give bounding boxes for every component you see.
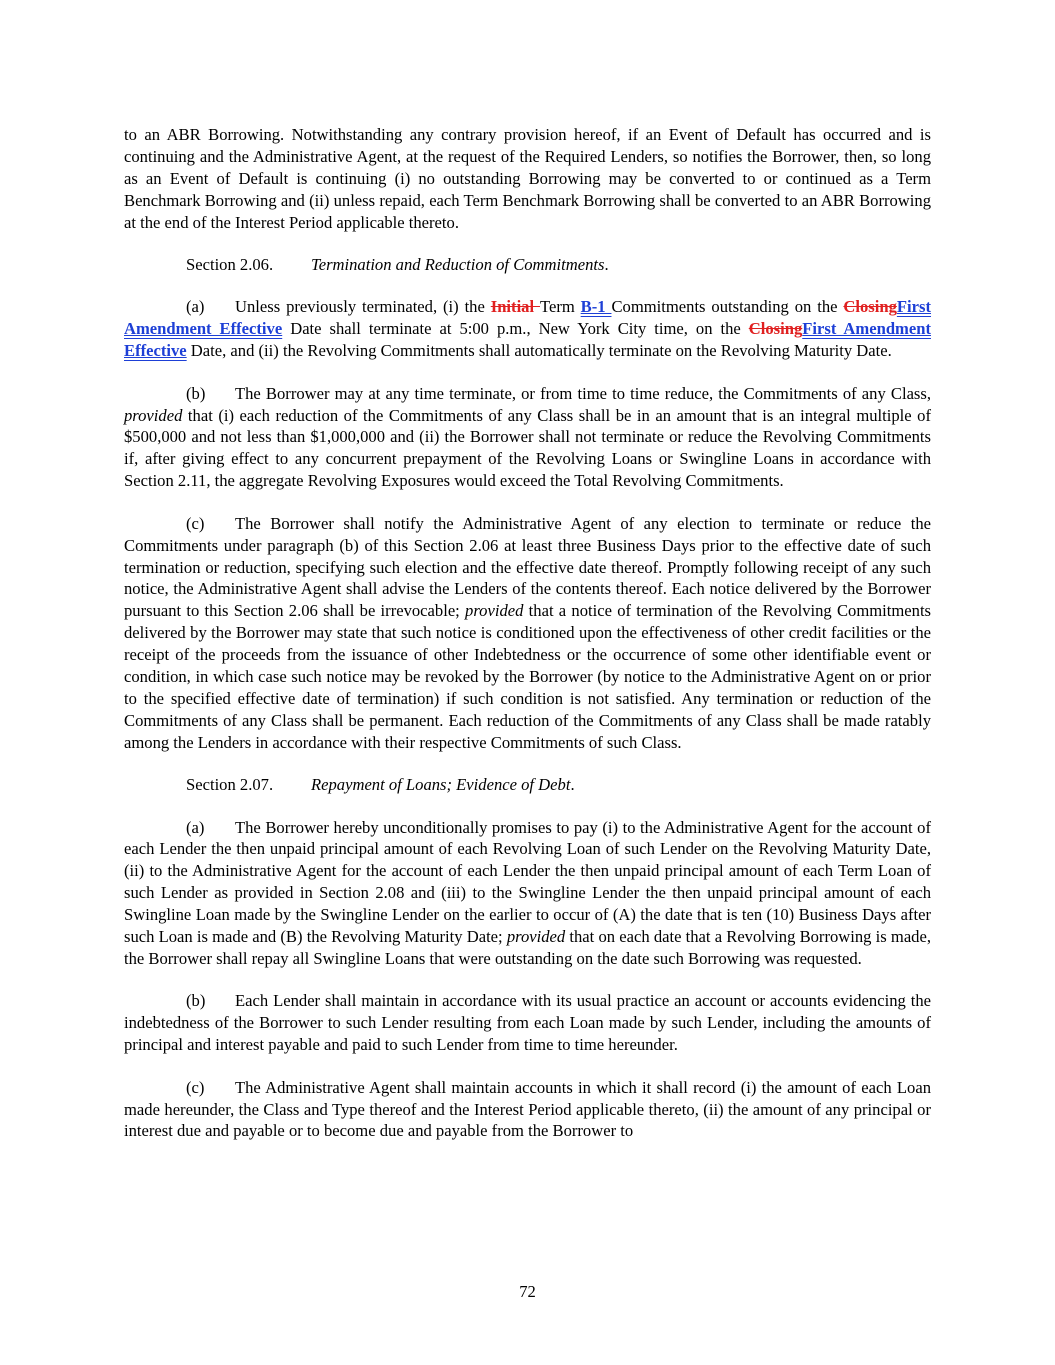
text-run: Commitments outstanding on the bbox=[611, 297, 844, 317]
text-run: The Borrower shall notify the Administrative Agent of any election to terminate or reduce the Commitments under paragraph (b) of this Section 2.06 at least three Business Days prior to the effective date of such termination or reduction, specifying such election and the effective date thereof. Promptly following receipt of any such notice, the Administrative Agent shall advise the Lenders of the contents thereof. Each notice delivered by the Borrower pursuant to this Section 2.06 shall be irrevocable; bbox=[124, 513, 931, 621]
italic-text: provided bbox=[465, 601, 524, 621]
section-title: Repayment of Loans; Evidence of Debt bbox=[311, 775, 571, 795]
section-heading-2-07 bbox=[124, 774, 931, 796]
text-run: Unless previously terminated, (i) the bbox=[235, 297, 491, 317]
paragraph-continued bbox=[124, 124, 931, 234]
section-title: Termination and Reduction of Commitments bbox=[311, 255, 605, 275]
paragraph-text: to an ABR Borrowing. Notwithstanding any contrary provision hereof, if an Event of Default has occurred and is continuing and the Administrative Agent, at the request of the Required Lenders, so notifies the Borrower, then, so long as an Event of Default is continuing (i) no outstanding Borrowing may be converted to or continued as a Term Benchmark Borrowing and (ii) unless repaid, each Term Benchmark Borrowing shall be converted to an ABR Borrowing at the end of the Interest Period applicable thereto. bbox=[124, 125, 931, 232]
inserted-text: B-1 bbox=[580, 297, 612, 317]
paragraph-2-07-c bbox=[124, 1077, 931, 1143]
section-number: Section 2.06. bbox=[186, 255, 274, 275]
paragraph-label: (b) bbox=[186, 991, 206, 1011]
text-run: Date, and (ii) the Revolving Commitments shall automatically terminate on the Revolving Maturity Date. bbox=[186, 341, 892, 361]
paragraph-label: (c) bbox=[186, 513, 205, 533]
inserted-text: First Amendment Effective bbox=[124, 297, 931, 339]
text-run: that (i) each reduction of the Commitments of any Class shall be in an amount that is an integral multiple of $500,000 and not less than $1,000,000 and (ii) the Borrower shall not terminate or reduce the Revolving Commitments if, after giving effect to any concurrent prepayment of the Revolving Loans or Swingline Loans in accordance with Section 2.11, the aggregate Revolving Exposures would exceed the Total Revolving Commitments. bbox=[124, 405, 931, 491]
paragraph-2-06-a bbox=[124, 296, 931, 362]
section-heading-2-06 bbox=[124, 254, 931, 276]
text-run: Date shall terminate at 5:00 p.m., New York City time, on the bbox=[282, 319, 749, 339]
text-run: The Borrower may at any time terminate, or from time to time reduce, the Commitments of any Class, bbox=[235, 383, 931, 403]
section-title-period: . bbox=[604, 255, 609, 275]
text-run: The Administrative Agent shall maintain accounts in which it shall record (i) the amount of each Loan made hereunder, the Class and Type thereof and the Interest Period applicable thereto, (ii) the amount of any principal or interest due and payable or to become due and payable from the Borrower to bbox=[124, 1077, 931, 1141]
text-run: that on each date that a Revolving Borrowing is made, the Borrower shall repay all Swingline Loans that were outstanding on the date such Borrowing was requested. bbox=[124, 927, 931, 968]
paragraph-2-06-c bbox=[124, 513, 931, 754]
paragraph-label: (c) bbox=[186, 1077, 205, 1097]
section-title-period: . bbox=[570, 775, 575, 795]
paragraph-2-07-a bbox=[124, 817, 931, 970]
page-number: 72 bbox=[519, 1282, 536, 1301]
paragraph-label: (b) bbox=[186, 383, 206, 403]
paragraph-label: (a) bbox=[186, 297, 205, 317]
paragraph-2-06-b bbox=[124, 383, 931, 493]
inserted-text: First Amendment Effective bbox=[124, 319, 931, 361]
paragraph-2-07-b bbox=[124, 990, 931, 1056]
text-run: Each Lender shall maintain in accordance with its usual practice an account or accounts evidencing the indebtedness of the Borrower to such Lender resulting from each Loan made by such Lender, including the amounts of principal and interest payable and paid to such Lender from time to time hereunder. bbox=[124, 991, 931, 1055]
document-page bbox=[124, 124, 931, 1163]
text-run: The Borrower hereby unconditionally promises to pay (i) to the Administrative Agent for the account of each Lender the then unpaid principal amount of each Revolving Loan of such Lender on the Revolving Maturity Date, (ii) to the Administrative Agent for the account of each Lender the then unpaid principal amount of each Term Loan of such Lender as provided in Section 2.08 and (iii) to the Swingline Lender the then unpaid principal amount of each Swingline Loan made by the Swingline Lender on the earlier to occur of (A) the date that is ten (10) Business Days after such Loan is made and (B) the Revolving Maturity Date; bbox=[124, 817, 931, 947]
italic-text: provided bbox=[506, 927, 566, 947]
paragraph-label: (a) bbox=[186, 817, 205, 837]
section-number: Section 2.07. bbox=[186, 775, 274, 795]
deleted-text: Closing bbox=[843, 297, 897, 317]
deleted-text: Closing bbox=[748, 319, 803, 339]
text-run: Term bbox=[540, 297, 581, 317]
deleted-text: Initial bbox=[490, 297, 540, 317]
text-run: that a notice of termination of the Revolving Commitments delivered by the Borrower may state that such notice is conditioned upon the effectiveness of other credit facilities or the receipt of the proceeds from the issuance of other Indebtedness or the occurrence of some other identifiable event or condition, in which case such notice may be revoked by the Borrower (by notice to the Administrative Agent on or prior to the specified effective date of termination) if such condition is not satisfied. Any termination or reduction of the Commitments of any Class shall be permanent. Each reduction of the Commitments of any Class shall be made ratably among the Lenders in accordance with their respective Commitments of such Class. bbox=[124, 601, 932, 752]
italic-text: provided bbox=[124, 405, 183, 425]
